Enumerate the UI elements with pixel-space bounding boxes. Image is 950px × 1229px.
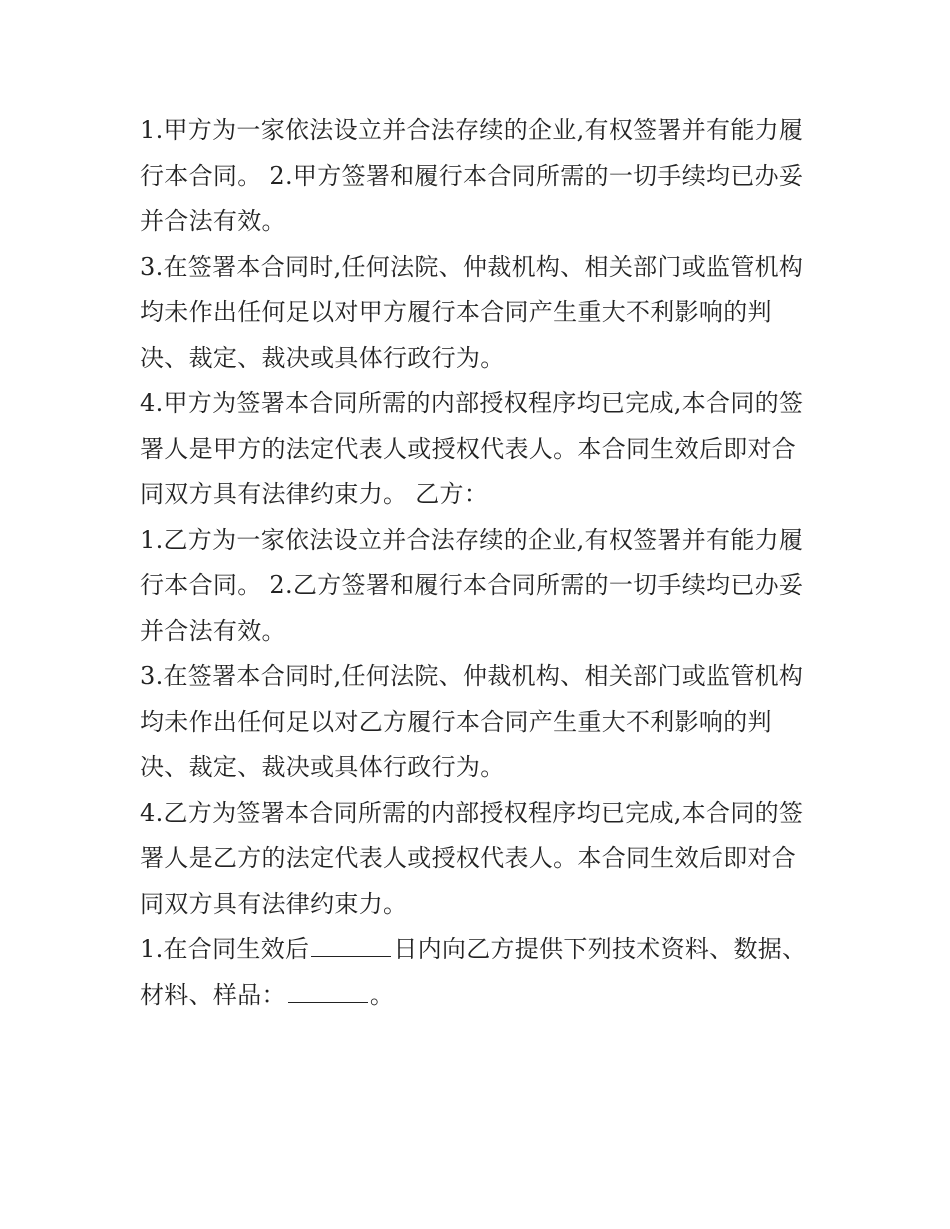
text-line: 并合法有效。 [140, 616, 286, 645]
party-b-clause-4 [140, 791, 820, 928]
text-line [140, 927, 820, 973]
text-line: 均未作出任何足以对乙方履行本合同产生重大不利影响的判 [140, 707, 772, 736]
days-blank-field[interactable] [311, 928, 391, 957]
text-line: 决、裁定、裁决或具体行政行为。 [140, 753, 505, 781]
text-line: 同双方具有法律约束力。 乙方： [140, 480, 489, 508]
clause-suffix: 。 [369, 980, 395, 1009]
materials-blank-field[interactable] [288, 974, 368, 1003]
text-line: 决、裁定、裁决或具体行政行为。 [140, 343, 505, 372]
text-line: 行本合同。 2.乙方签署和履行本合同所需的一切手续均已办妥 [140, 571, 804, 599]
text-line: 3.在签署本合同时,任何法院、仲裁机构、相关部门或监管机构 [140, 662, 804, 690]
text-line: 均未作出任何足以对甲方履行本合同产生重大不利影响的判 [140, 298, 772, 326]
delivery-clause [140, 927, 820, 1018]
text-line: 并合法有效。 [140, 207, 286, 235]
party-a-clause-3 [140, 245, 820, 382]
text-line: 同双方具有法律约束力。 [140, 889, 408, 918]
document-body [140, 108, 820, 1018]
text-line: 署人是乙方的法定代表人或授权代表人。本合同生效后即对合 [140, 844, 797, 872]
party-b-clause-3 [140, 654, 820, 791]
clause-suffix: 日内向乙方提供下列技术资料、数据、 [393, 935, 807, 963]
text-line: 1.甲方为一家依法设立并合法存续的企业,有权签署并有能力履 [140, 116, 804, 144]
text-line: 4.乙方为签署本合同所需的内部授权程序均已完成,本合同的签 [140, 798, 804, 827]
text-line: 1.乙方为一家依法设立并合法存续的企业,有权签署并有能力履 [140, 525, 804, 554]
party-b-clause-1-2 [140, 518, 820, 655]
text-line: 3.在签署本合同时,任何法院、仲裁机构、相关部门或监管机构 [140, 252, 804, 281]
text-line: 行本合同。 2.甲方签署和履行本合同所需的一切手续均已办妥 [140, 161, 804, 190]
text-line: 4.甲方为签署本合同所需的内部授权程序均已完成,本合同的签 [140, 389, 804, 417]
party-a-clause-1-2 [140, 108, 820, 245]
text-line [140, 973, 820, 1019]
text-line: 署人是甲方的法定代表人或授权代表人。本合同生效后即对合 [140, 434, 797, 463]
party-a-clause-4 [140, 381, 820, 518]
clause-prefix: 材料、样品： [140, 980, 286, 1009]
clause-prefix: 1.在合同生效后 [140, 935, 310, 963]
